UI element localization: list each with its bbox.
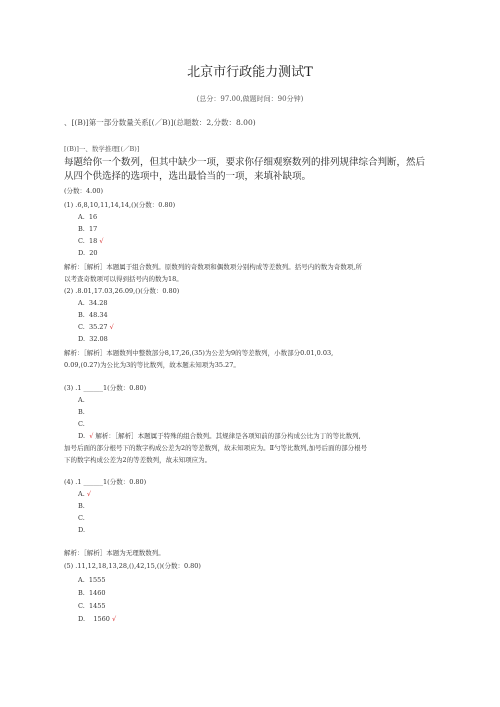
analysis-line: 解析：［解析］本题为无理数数列。 [64, 549, 165, 557]
option-b: B. 48.34 [78, 311, 108, 319]
page-title: 北京市行政能力测试T [187, 65, 313, 80]
option-a: A. 34.28 [78, 299, 108, 307]
score-label: (分数：4.00) [64, 187, 104, 195]
option-b: B. [78, 502, 85, 510]
correct-check-icon: √ [99, 237, 104, 245]
analysis-line: 解析：［解析］本题属于组合数列。原数列的奇数项和偶数项分别构成等差数列。括号内的数为奇数项,所 [64, 263, 362, 271]
option-b: B. 17 [78, 225, 98, 233]
option-b: B. 1460 [78, 589, 106, 597]
correct-check-icon: √ [86, 490, 91, 498]
correct-check-icon: √ [111, 615, 117, 623]
option-c: C. [78, 514, 85, 522]
question-stem: (5) .11,12,18,13,28,(),42,15,()(分数：0.80) [64, 562, 201, 570]
analysis-line: 下的数字构成公差为2的等差数列，故未知项应为。 [64, 456, 212, 464]
option-c: C. [78, 420, 85, 428]
analysis-line: 0.09,(0.27)为公比为3的等比数列，故本题未知项为35.27。 [64, 361, 240, 369]
option-a: A. 16 [78, 213, 98, 221]
instructions-line-1: 每题给你一个数列，但其中缺少一项，要求你仔细观察数列的排列规律综合判断，然后 [64, 157, 426, 168]
option-c: C. 1455 [78, 602, 106, 610]
option-a: A. √ [78, 490, 91, 498]
analysis-line: 解析：［解析］本题属于特殊的组合数列。其规律是各项知前的部分构成公比为丁的等比数列, [95, 432, 361, 440]
option-d: D. 20 [78, 249, 98, 257]
option-c: C. 18 √ [78, 237, 104, 245]
analysis-line: 以考查奇数项可以得到括号内的数为18。 [64, 275, 183, 283]
option-d: D. [78, 526, 86, 534]
subsection-heading: [(B)]一、数学推理[(／B)] [64, 145, 140, 153]
option-d: D. √ 解析：［解析］本题属于特殊的组合数列。其规律是各项知前的部分构成公比为丁的等比数列, [78, 432, 361, 440]
correct-check-icon: √ [89, 432, 94, 440]
exam-info: (总分：97.00,做题时间：90分钟) [196, 95, 304, 103]
question-stem: (2) .8.01,17.03,26.09,()(分数：0.80) [64, 287, 180, 295]
correct-check-icon: √ [109, 323, 114, 331]
option-b: B. [78, 408, 85, 416]
option-c: C. 35.27 √ [78, 323, 114, 331]
analysis-line: 加号后面的部分根号下的数字构成公差为2的等差数列，故未知项应为。Ⅱ勺等比数列,加号后面的部分根号 [64, 444, 368, 452]
analysis-line: 解析：［解析］本题数列中整数部分8,17,26,(35)为公差为9的等差数列，小数部分0.01,0.03, [64, 349, 334, 357]
option-d: D. 32.08 [78, 335, 108, 343]
instructions-line-2: 从四个供选择的选项中，选出最恰当的一项，来填补缺项。 [64, 171, 312, 182]
question-stem: (1) .6,8,10,11,14,14,()(分数：0.80) [64, 201, 176, 209]
question-stem: (3) .1 ______1(分数：0.80) [64, 384, 147, 392]
option-d: D. 1560 √ [78, 615, 117, 623]
option-a: A. [78, 396, 85, 404]
question-stem: (4) .1 ______1(分数：0.80) [64, 478, 147, 486]
section-heading: 、[(B)]第一部分数量关系[(／B)](总题数：2,分数：8.00) [64, 118, 256, 127]
option-a: A. 1555 [78, 576, 106, 584]
